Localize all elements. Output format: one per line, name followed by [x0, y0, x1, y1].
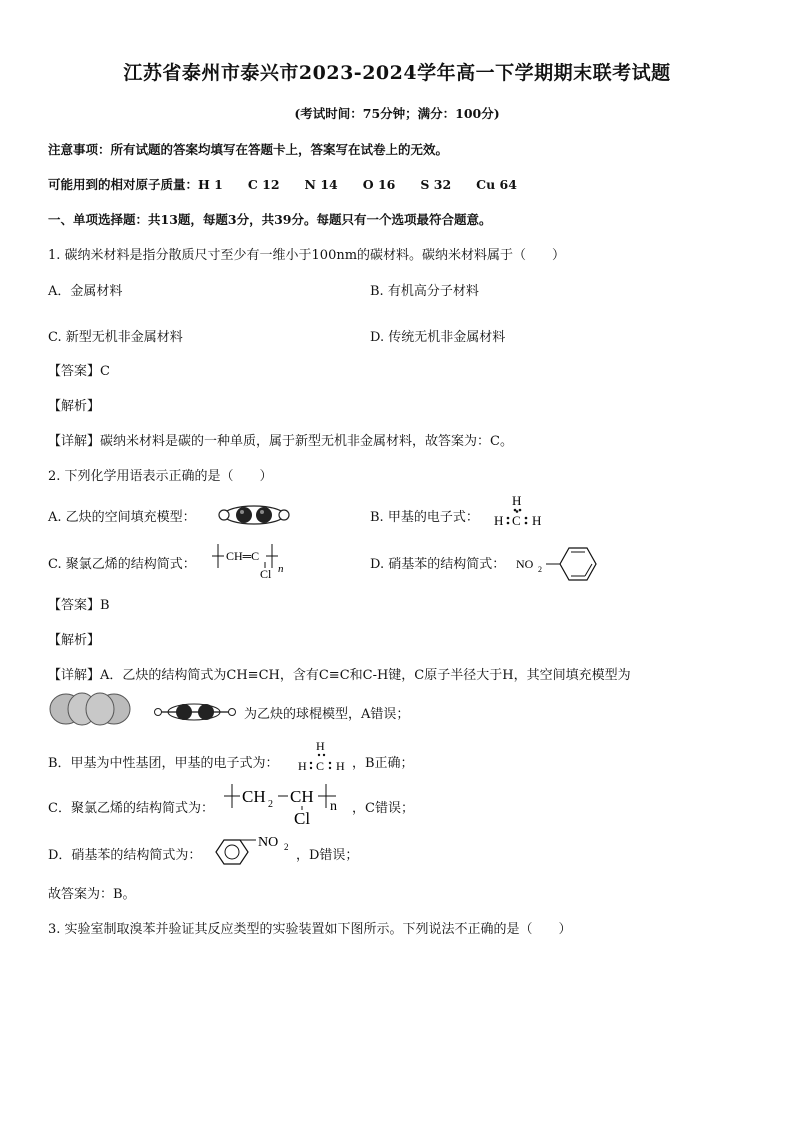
methyl-electron-formula-detail	[296, 738, 350, 776]
q1-stem: 1. 碳纳米材料是指分散质尺寸至少有一维小于100nm的碳材料。碳纳米材料属于（ ）	[48, 248, 566, 263]
methyl-electron-formula	[490, 492, 550, 532]
q1-analysis: 【解析】	[48, 399, 101, 414]
q1-detail: 【详解】碳纳米材料是碳的一种单质，属于新型无机非金属材料，故答案为：C。	[48, 434, 513, 449]
atomic-masses: 可能用到的相对原子质量：H 1 C 12 N 14 O 16 S 32 Cu 64	[48, 177, 517, 192]
q2-detail-d: D．硝基苯的结构简式为：	[48, 848, 202, 863]
q2-detail-c2: ，C错误；	[352, 801, 414, 816]
nitrobenzene-formula-detail	[212, 830, 296, 870]
pvc-formula-detail	[222, 780, 352, 826]
formula-no2-sub: 2	[538, 565, 542, 574]
q3-stem: 3. 实验室制取溴苯并验证其反应类型的实验装置如下图所示。下列说法不正确的是（ ）	[48, 922, 572, 937]
q2-detail-a: 【详解】A．乙炔的结构简式为CH≡CH，含有C≡C和C-H键，C原子半径大于H，其空间填充模型为	[48, 668, 631, 683]
q2-option-c: C. 聚氯乙烯的结构简式：	[48, 557, 196, 572]
formula-no2-sub: 2	[284, 842, 289, 852]
q2-answer: 【答案】B	[48, 598, 110, 613]
q2-stem: 2. 下列化学用语表示正确的是（ ）	[48, 469, 273, 484]
notice: 注意事项：所有试题的答案均填写在答题卡上，答案写在试卷上的无效。	[48, 142, 449, 157]
q2-detail-a2: 为乙炔的球棍模型，A错误；	[244, 707, 410, 722]
formula-ch: CH	[290, 787, 314, 806]
section-heading: 一、单项选择题：共13题，每题3分，共39分。每题只有一个选项最符合题意。	[48, 212, 492, 227]
formula-cl: Cl	[260, 567, 272, 581]
q1-option-b: B. 有机高分子材料	[370, 284, 479, 299]
q2-conclusion: 故答案为：B。	[48, 887, 136, 902]
exam-info: (考试时间：75分钟；满分：100分)	[294, 106, 500, 121]
q2-detail-b2: ，B正确；	[352, 756, 414, 771]
formula-ch-eq-c: CH═C	[226, 549, 260, 563]
acetylene-ball-stick-model	[150, 698, 242, 724]
q2-analysis: 【解析】	[48, 633, 101, 648]
q2-detail-d2: ，D错误；	[296, 848, 359, 863]
acetylene-filling-model-image	[48, 692, 132, 726]
acetylene-space-filling-model	[206, 502, 302, 528]
formula-n: n	[330, 799, 337, 814]
q1-answer: 【答案】C	[48, 364, 110, 379]
formula-h-top: H	[512, 493, 522, 508]
formula-h-top: H	[316, 739, 325, 753]
q2-option-d: D. 硝基苯的结构简式：	[370, 557, 506, 572]
q2-detail-c: C．聚氯乙烯的结构简式为：	[48, 801, 214, 816]
formula-h-left: H	[494, 513, 504, 528]
formula-n: n	[278, 563, 284, 575]
formula-c: C	[512, 513, 521, 528]
page-title: 江苏省泰州市泰兴市2023-2024学年高一下学期期末联考试题	[123, 62, 671, 84]
formula-c: C	[316, 759, 325, 773]
formula-h-right: H	[336, 759, 345, 773]
formula-no2: NO	[258, 835, 279, 850]
q1-option-c: C. 新型无机非金属材料	[48, 330, 183, 345]
q2-option-a: A. 乙炔的空间填充模型：	[48, 510, 196, 525]
q2-option-b: B. 甲基的电子式：	[370, 510, 479, 525]
q1-option-d: D. 传统无机非金属材料	[370, 330, 506, 345]
formula-h-left: H	[298, 759, 307, 773]
q1-option-a: A．金属材料	[48, 284, 123, 299]
formula-cl: Cl	[294, 809, 311, 826]
q2-detail-b: B．甲基为中性基团，甲基的电子式为：	[48, 756, 279, 771]
formula-ch2: CH	[242, 787, 266, 806]
formula-no2: NO	[516, 557, 534, 571]
nitrobenzene-formula-option	[514, 542, 600, 584]
formula-h-right: H	[532, 513, 542, 528]
pvc-formula-option	[210, 540, 290, 582]
formula-ch2-sub: 2	[268, 799, 273, 810]
